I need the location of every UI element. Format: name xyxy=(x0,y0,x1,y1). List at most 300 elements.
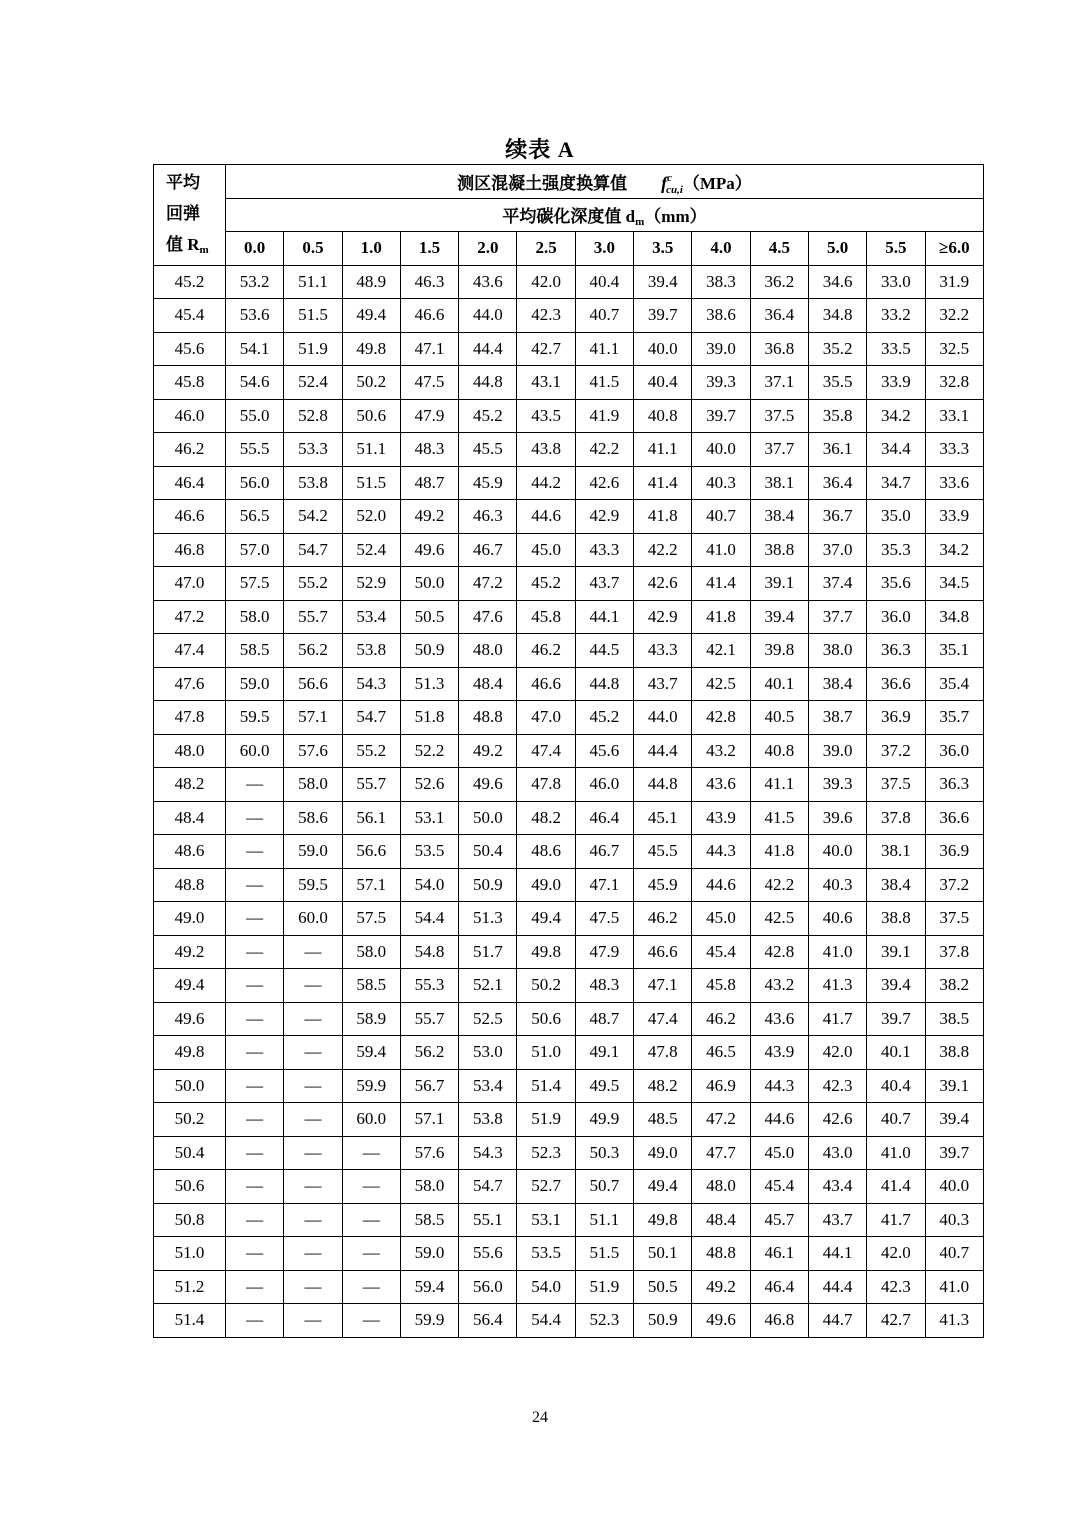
strength-value-cell: 42.2 xyxy=(750,868,808,902)
strength-value-cell: 48.5 xyxy=(634,1103,692,1137)
strength-value-cell: 43.4 xyxy=(808,1170,866,1204)
strength-value-cell: — xyxy=(226,768,284,802)
table-row xyxy=(154,1002,984,1036)
rebound-value-cell: 47.6 xyxy=(154,667,226,701)
strength-value-cell: 36.8 xyxy=(750,332,808,366)
strength-value-cell: 47.4 xyxy=(517,734,575,768)
strength-value-cell: 34.5 xyxy=(925,567,983,601)
strength-value-cell: 41.8 xyxy=(750,835,808,869)
strength-value-cell: — xyxy=(226,1170,284,1204)
strength-value-cell: 35.2 xyxy=(808,332,866,366)
column-header: 3.0 xyxy=(575,232,633,266)
strength-value-cell: 41.0 xyxy=(925,1270,983,1304)
strength-value-cell: 44.1 xyxy=(808,1237,866,1271)
table-header xyxy=(154,165,984,266)
strength-value-cell: 57.6 xyxy=(400,1136,458,1170)
column-header: 5.5 xyxy=(867,232,925,266)
strength-value-cell: 36.0 xyxy=(867,600,925,634)
strength-value-cell: 50.0 xyxy=(400,567,458,601)
strength-value-cell: 52.4 xyxy=(342,533,400,567)
strength-value-cell: 33.9 xyxy=(867,366,925,400)
strength-value-cell: 40.0 xyxy=(634,332,692,366)
strength-value-cell: 46.2 xyxy=(634,902,692,936)
strength-value-cell: 39.1 xyxy=(750,567,808,601)
strength-value-cell: 55.0 xyxy=(226,399,284,433)
strength-value-cell: — xyxy=(342,1170,400,1204)
strength-value-cell: 43.9 xyxy=(750,1036,808,1070)
strength-value-cell: 37.2 xyxy=(867,734,925,768)
strength-value-cell: 52.3 xyxy=(575,1304,633,1338)
strength-value-cell: 46.6 xyxy=(634,935,692,969)
strength-value-cell: 46.6 xyxy=(400,299,458,333)
strength-value-cell: 39.7 xyxy=(634,299,692,333)
strength-value-cell: — xyxy=(226,935,284,969)
strength-value-cell: 46.3 xyxy=(459,500,517,534)
strength-value-cell: 58.5 xyxy=(342,969,400,1003)
strength-value-cell: 53.5 xyxy=(517,1237,575,1271)
strength-value-cell: 47.5 xyxy=(575,902,633,936)
strength-value-cell: 50.6 xyxy=(342,399,400,433)
strength-value-cell: 54.4 xyxy=(400,902,458,936)
strength-value-cell: 39.7 xyxy=(867,1002,925,1036)
strength-value-cell: 50.5 xyxy=(634,1270,692,1304)
table-row xyxy=(154,265,984,299)
strength-value-cell: 53.1 xyxy=(517,1203,575,1237)
strength-value-cell: 52.2 xyxy=(400,734,458,768)
strength-value-cell: 36.0 xyxy=(925,734,983,768)
strength-value-cell: 42.7 xyxy=(517,332,575,366)
strength-value-cell: 35.7 xyxy=(925,701,983,735)
strength-value-cell: 37.0 xyxy=(808,533,866,567)
depth-title-unit: （mm） xyxy=(644,207,707,227)
strength-value-cell: — xyxy=(284,1237,342,1271)
carbonation-depth-header xyxy=(226,198,984,232)
strength-value-cell: 53.2 xyxy=(226,265,284,299)
strength-value-cell: 48.7 xyxy=(400,466,458,500)
table-body xyxy=(154,265,984,1337)
strength-header xyxy=(226,165,984,199)
strength-value-cell: — xyxy=(342,1237,400,1271)
strength-value-cell: 53.8 xyxy=(342,634,400,668)
strength-value-cell: 44.2 xyxy=(517,466,575,500)
strength-value-cell: 54.7 xyxy=(342,701,400,735)
strength-value-cell: 54.1 xyxy=(226,332,284,366)
column-header: 0.5 xyxy=(284,232,342,266)
table-row xyxy=(154,768,984,802)
strength-value-cell: 43.7 xyxy=(634,667,692,701)
strength-value-cell: 32.2 xyxy=(925,299,983,333)
strength-value-cell: 42.0 xyxy=(867,1237,925,1271)
strength-value-cell: 48.4 xyxy=(459,667,517,701)
strength-value-cell: 42.6 xyxy=(575,466,633,500)
strength-value-cell: 41.3 xyxy=(808,969,866,1003)
strength-value-cell: 51.0 xyxy=(517,1036,575,1070)
strength-value-cell: 51.1 xyxy=(575,1203,633,1237)
rebound-value-cell: 49.6 xyxy=(154,1002,226,1036)
strength-value-cell: 50.4 xyxy=(459,835,517,869)
strength-header-title: 测区混凝土强度换算值 xyxy=(457,173,628,193)
column-header: 2.5 xyxy=(517,232,575,266)
strength-value-cell: — xyxy=(284,1270,342,1304)
strength-value-cell: 39.3 xyxy=(808,768,866,802)
rebound-value-cell: 50.2 xyxy=(154,1103,226,1137)
column-header: 1.5 xyxy=(400,232,458,266)
strength-value-cell: 41.9 xyxy=(575,399,633,433)
rebound-value-cell: 50.8 xyxy=(154,1203,226,1237)
table-title: 续表 A xyxy=(505,137,575,162)
strength-value-cell: 46.7 xyxy=(459,533,517,567)
strength-value-cell: 42.8 xyxy=(750,935,808,969)
strength-value-cell: 47.9 xyxy=(575,935,633,969)
strength-value-cell: 38.8 xyxy=(867,902,925,936)
rebound-value-cell: 48.4 xyxy=(154,801,226,835)
strength-value-cell: 42.5 xyxy=(750,902,808,936)
strength-value-cell: 52.9 xyxy=(342,567,400,601)
strength-value-cell: 38.4 xyxy=(867,868,925,902)
table-row xyxy=(154,1270,984,1304)
strength-value-cell: 46.4 xyxy=(750,1270,808,1304)
strength-value-cell: 54.8 xyxy=(400,935,458,969)
strength-value-cell: 45.9 xyxy=(459,466,517,500)
strength-value-cell: 38.8 xyxy=(750,533,808,567)
strength-unit: （MPa） xyxy=(682,173,752,193)
strength-value-cell: — xyxy=(226,868,284,902)
strength-symbol-f: f xyxy=(661,172,668,193)
strength-value-cell: 49.2 xyxy=(400,500,458,534)
strength-value-cell: 36.6 xyxy=(867,667,925,701)
strength-value-cell: 34.8 xyxy=(925,600,983,634)
strength-value-cell: 38.4 xyxy=(808,667,866,701)
strength-value-cell: 52.7 xyxy=(517,1170,575,1204)
strength-value-cell: 40.7 xyxy=(925,1237,983,1271)
strength-value-cell: 33.2 xyxy=(867,299,925,333)
strength-value-cell: 41.0 xyxy=(808,935,866,969)
table-row xyxy=(154,366,984,400)
strength-value-cell: 58.0 xyxy=(342,935,400,969)
strength-value-cell: 39.4 xyxy=(634,265,692,299)
strength-value-cell: 51.1 xyxy=(342,433,400,467)
strength-value-cell: 55.5 xyxy=(226,433,284,467)
strength-symbol-sub: cu,i xyxy=(666,183,683,196)
strength-value-cell: 57.1 xyxy=(342,868,400,902)
strength-value-cell: 45.2 xyxy=(459,399,517,433)
strength-value-cell: 39.4 xyxy=(925,1103,983,1137)
strength-value-cell: 40.1 xyxy=(750,667,808,701)
rebound-value-cell: 45.2 xyxy=(154,265,226,299)
strength-value-cell: 44.8 xyxy=(575,667,633,701)
column-header-row xyxy=(154,232,984,266)
strength-value-cell: 59.4 xyxy=(400,1270,458,1304)
strength-value-cell: — xyxy=(226,1136,284,1170)
strength-value-cell: 44.0 xyxy=(459,299,517,333)
strength-value-cell: 41.1 xyxy=(634,433,692,467)
strength-value-cell: 34.4 xyxy=(867,433,925,467)
strength-value-cell: 47.1 xyxy=(634,969,692,1003)
strength-value-cell: 43.2 xyxy=(750,969,808,1003)
strength-value-cell: 45.1 xyxy=(634,801,692,835)
strength-symbol-sup: c xyxy=(667,171,673,184)
strength-value-cell: 53.1 xyxy=(400,801,458,835)
column-header: 4.0 xyxy=(692,232,750,266)
column-header: ≥6.0 xyxy=(925,232,983,266)
strength-value-cell: 53.3 xyxy=(284,433,342,467)
strength-value-cell: 49.4 xyxy=(342,299,400,333)
strength-value-cell: 50.6 xyxy=(517,1002,575,1036)
strength-value-cell: 42.6 xyxy=(634,567,692,601)
strength-value-cell: 49.4 xyxy=(517,902,575,936)
rebound-value-cell: 46.2 xyxy=(154,433,226,467)
strength-value-cell: 56.0 xyxy=(226,466,284,500)
strength-value-cell: 39.6 xyxy=(808,801,866,835)
strength-value-cell: 52.5 xyxy=(459,1002,517,1036)
row-header-line-1: 平均 xyxy=(166,172,200,192)
strength-value-cell: 45.6 xyxy=(575,734,633,768)
table-row xyxy=(154,1036,984,1070)
strength-value-cell: 50.9 xyxy=(400,634,458,668)
strength-value-cell: 52.1 xyxy=(459,969,517,1003)
strength-value-cell: 47.8 xyxy=(634,1036,692,1070)
table-row xyxy=(154,734,984,768)
strength-value-cell: 35.3 xyxy=(867,533,925,567)
strength-value-cell: 59.0 xyxy=(284,835,342,869)
strength-value-cell: 49.0 xyxy=(634,1136,692,1170)
row-header-subscript: m xyxy=(199,243,209,256)
strength-value-cell: 47.4 xyxy=(634,1002,692,1036)
table-row xyxy=(154,533,984,567)
strength-value-cell: 40.7 xyxy=(575,299,633,333)
strength-value-cell: 34.8 xyxy=(808,299,866,333)
strength-value-cell: 49.9 xyxy=(575,1103,633,1137)
strength-value-cell: 56.5 xyxy=(226,500,284,534)
strength-value-cell: 42.9 xyxy=(575,500,633,534)
strength-value-cell: 43.6 xyxy=(750,1002,808,1036)
strength-value-cell: 42.9 xyxy=(634,600,692,634)
strength-value-cell: 48.8 xyxy=(459,701,517,735)
column-header: 5.0 xyxy=(808,232,866,266)
strength-value-cell: 37.8 xyxy=(925,935,983,969)
rebound-value-cell: 51.2 xyxy=(154,1270,226,1304)
strength-value-cell: 44.7 xyxy=(808,1304,866,1338)
strength-value-cell: 45.2 xyxy=(517,567,575,601)
strength-value-cell: 34.6 xyxy=(808,265,866,299)
strength-value-cell: — xyxy=(284,1103,342,1137)
strength-value-cell: 47.2 xyxy=(692,1103,750,1137)
strength-value-cell: 40.0 xyxy=(808,835,866,869)
strength-value-cell: 41.4 xyxy=(692,567,750,601)
strength-value-cell: — xyxy=(342,1270,400,1304)
table-row xyxy=(154,969,984,1003)
strength-value-cell: 57.5 xyxy=(226,567,284,601)
table-row xyxy=(154,801,984,835)
strength-value-cell: 38.4 xyxy=(750,500,808,534)
strength-value-cell: 51.4 xyxy=(517,1069,575,1103)
strength-value-cell: 51.3 xyxy=(459,902,517,936)
strength-value-cell: 44.6 xyxy=(750,1103,808,1137)
strength-value-cell: 50.5 xyxy=(400,600,458,634)
strength-value-cell: 58.6 xyxy=(284,801,342,835)
strength-value-cell: 59.0 xyxy=(400,1237,458,1271)
strength-value-cell: 42.0 xyxy=(808,1036,866,1070)
table-row xyxy=(154,1203,984,1237)
rebound-value-cell: 48.2 xyxy=(154,768,226,802)
strength-value-cell: 47.1 xyxy=(400,332,458,366)
strength-value-cell: 42.1 xyxy=(692,634,750,668)
strength-value-cell: — xyxy=(226,969,284,1003)
strength-value-cell: 44.6 xyxy=(517,500,575,534)
rebound-value-cell: 45.6 xyxy=(154,332,226,366)
strength-value-cell: 60.0 xyxy=(284,902,342,936)
rebound-value-cell: 49.2 xyxy=(154,935,226,969)
strength-value-cell: 36.4 xyxy=(750,299,808,333)
strength-value-cell: 45.4 xyxy=(750,1170,808,1204)
strength-value-cell: 55.2 xyxy=(284,567,342,601)
strength-value-cell: 51.9 xyxy=(284,332,342,366)
strength-value-cell: 54.2 xyxy=(284,500,342,534)
strength-value-cell: 51.9 xyxy=(517,1103,575,1137)
strength-value-cell: 33.1 xyxy=(925,399,983,433)
strength-value-cell: 49.5 xyxy=(575,1069,633,1103)
strength-value-cell: — xyxy=(342,1203,400,1237)
strength-value-cell: — xyxy=(284,969,342,1003)
row-header-line-3-text: 值 R xyxy=(166,234,200,254)
strength-value-cell: 33.0 xyxy=(867,265,925,299)
strength-value-cell: 43.2 xyxy=(692,734,750,768)
table-row xyxy=(154,935,984,969)
strength-value-cell: — xyxy=(226,1304,284,1338)
strength-value-cell: — xyxy=(226,1103,284,1137)
strength-value-cell: 59.4 xyxy=(342,1036,400,1070)
strength-value-cell: 55.3 xyxy=(400,969,458,1003)
strength-value-cell: 48.3 xyxy=(575,969,633,1003)
strength-value-cell: 54.7 xyxy=(459,1170,517,1204)
strength-value-cell: 59.5 xyxy=(226,701,284,735)
strength-value-cell: 35.4 xyxy=(925,667,983,701)
strength-value-cell: 58.0 xyxy=(226,600,284,634)
strength-value-cell: 49.2 xyxy=(459,734,517,768)
rebound-value-cell: 48.8 xyxy=(154,868,226,902)
strength-value-cell: 46.2 xyxy=(517,634,575,668)
strength-value-cell: 39.7 xyxy=(692,399,750,433)
strength-value-cell: 40.8 xyxy=(750,734,808,768)
rebound-value-cell: 45.4 xyxy=(154,299,226,333)
rebound-value-cell: 49.0 xyxy=(154,902,226,936)
strength-value-cell: 33.9 xyxy=(925,500,983,534)
strength-value-cell: 44.4 xyxy=(808,1270,866,1304)
strength-value-cell: 48.7 xyxy=(575,1002,633,1036)
strength-value-cell: 44.4 xyxy=(634,734,692,768)
strength-value-cell: 46.1 xyxy=(750,1237,808,1271)
strength-value-cell: 50.2 xyxy=(517,969,575,1003)
strength-value-cell: 38.2 xyxy=(925,969,983,1003)
strength-value-cell: 37.5 xyxy=(925,902,983,936)
table-row xyxy=(154,835,984,869)
strength-value-cell: 42.8 xyxy=(692,701,750,735)
strength-value-cell: 33.5 xyxy=(867,332,925,366)
depth-title: 平均碳化深度值 d xyxy=(502,207,636,227)
strength-value-cell: 41.1 xyxy=(575,332,633,366)
strength-value-cell: 38.8 xyxy=(925,1036,983,1070)
column-header: 4.5 xyxy=(750,232,808,266)
strength-value-cell: 37.7 xyxy=(808,600,866,634)
strength-value-cell: 42.2 xyxy=(575,433,633,467)
strength-value-cell: 33.3 xyxy=(925,433,983,467)
strength-value-cell: 41.8 xyxy=(634,500,692,534)
rebound-value-cell: 47.0 xyxy=(154,567,226,601)
strength-value-cell: 35.0 xyxy=(867,500,925,534)
strength-value-cell: 57.1 xyxy=(400,1103,458,1137)
strength-value-cell: 36.2 xyxy=(750,265,808,299)
strength-value-cell: 50.1 xyxy=(634,1237,692,1271)
strength-value-cell: 56.6 xyxy=(284,667,342,701)
table-row xyxy=(154,1304,984,1338)
strength-value-cell: 41.5 xyxy=(750,801,808,835)
strength-value-cell: — xyxy=(226,1036,284,1070)
strength-value-cell: — xyxy=(284,1002,342,1036)
strength-value-cell: 36.7 xyxy=(808,500,866,534)
strength-value-cell: 45.0 xyxy=(750,1136,808,1170)
strength-value-cell: 44.3 xyxy=(750,1069,808,1103)
strength-value-cell: 49.8 xyxy=(342,332,400,366)
strength-value-cell: 45.0 xyxy=(517,533,575,567)
strength-value-cell: 40.4 xyxy=(867,1069,925,1103)
strength-value-cell: 54.7 xyxy=(284,533,342,567)
strength-value-cell: 52.3 xyxy=(517,1136,575,1170)
strength-value-cell: 41.7 xyxy=(808,1002,866,1036)
table-row xyxy=(154,332,984,366)
strength-value-cell: 44.4 xyxy=(459,332,517,366)
strength-value-cell: 42.3 xyxy=(808,1069,866,1103)
strength-value-cell: 38.6 xyxy=(692,299,750,333)
strength-value-cell: 33.6 xyxy=(925,466,983,500)
strength-value-cell: 51.5 xyxy=(284,299,342,333)
strength-value-cell: 35.6 xyxy=(867,567,925,601)
strength-value-cell: 34.2 xyxy=(925,533,983,567)
table-row xyxy=(154,1237,984,1271)
table-row xyxy=(154,902,984,936)
strength-value-cell: 60.0 xyxy=(342,1103,400,1137)
strength-value-cell: 37.5 xyxy=(750,399,808,433)
strength-value-cell: 44.5 xyxy=(575,634,633,668)
strength-value-cell: — xyxy=(226,902,284,936)
table-row xyxy=(154,1103,984,1137)
strength-value-cell: 36.3 xyxy=(867,634,925,668)
strength-value-cell: 36.9 xyxy=(867,701,925,735)
strength-value-cell: 42.6 xyxy=(808,1103,866,1137)
strength-value-cell: 56.2 xyxy=(400,1036,458,1070)
table-row xyxy=(154,701,984,735)
strength-value-cell: 45.2 xyxy=(575,701,633,735)
strength-value-cell: 38.0 xyxy=(808,634,866,668)
strength-value-cell: 52.6 xyxy=(400,768,458,802)
rebound-value-cell: 49.8 xyxy=(154,1036,226,1070)
strength-value-cell: 40.5 xyxy=(750,701,808,735)
strength-value-cell: 42.3 xyxy=(517,299,575,333)
strength-conversion-table xyxy=(153,164,984,1338)
column-header: 0.0 xyxy=(226,232,284,266)
strength-value-cell: 40.7 xyxy=(692,500,750,534)
strength-value-cell: 41.5 xyxy=(575,366,633,400)
strength-value-cell: 49.8 xyxy=(634,1203,692,1237)
rebound-value-cell: 47.8 xyxy=(154,701,226,735)
strength-value-cell: 58.9 xyxy=(342,1002,400,1036)
strength-value-cell: 39.8 xyxy=(750,634,808,668)
table-row xyxy=(154,433,984,467)
strength-value-cell: 54.0 xyxy=(517,1270,575,1304)
strength-value-cell: 45.0 xyxy=(692,902,750,936)
strength-value-cell: 32.5 xyxy=(925,332,983,366)
strength-value-cell: 53.8 xyxy=(284,466,342,500)
strength-value-cell: 39.3 xyxy=(692,366,750,400)
